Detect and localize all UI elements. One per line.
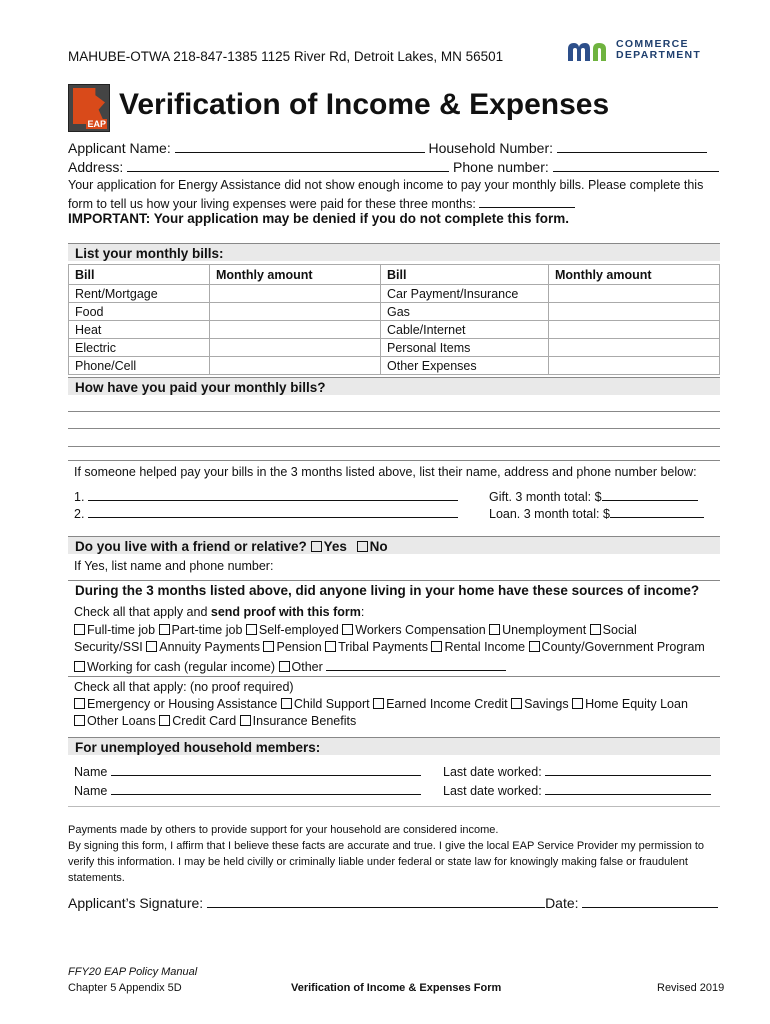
helped-text: If someone helped pay your bills in the 3 months listed above, list their name, address and phone number below: (74, 465, 697, 479)
checkbox[interactable] (263, 641, 274, 652)
helper-1-field[interactable] (88, 487, 458, 501)
helper-row-1: 1. (74, 487, 458, 504)
unemployed-section-header: For unemployed household members: (68, 737, 720, 755)
noproof-instructions: Check all that apply: (no proof required) (74, 680, 294, 694)
page-title: Verification of Income & Expenses (119, 88, 610, 121)
checkbox[interactable] (431, 641, 442, 652)
income-line-1 (74, 623, 637, 637)
income-line-2: Security/SSI Annuity Payments Pension Tribal Payments Rental Income County/Government Program (74, 640, 705, 654)
address-label: Address: (68, 159, 124, 175)
checkbox[interactable] (511, 698, 522, 709)
checkbox[interactable] (325, 641, 336, 652)
important-notice: IMPORTANT: Your application may be denied if you do not complete this form. (68, 211, 570, 226)
live-section-header: Do you live with a friend or relative? Yes No (68, 536, 720, 554)
checkbox[interactable] (159, 715, 170, 726)
address-row (68, 158, 719, 175)
applicant-name-row (68, 139, 707, 156)
loan-row: Loan. 3 month total: $ (489, 504, 704, 521)
col-bill: Bill (69, 265, 210, 285)
checkbox[interactable] (489, 624, 500, 635)
footer-revised: Revised 2019 (657, 982, 725, 994)
helper-2-field[interactable] (88, 504, 458, 518)
checkbox[interactable] (572, 698, 583, 709)
income-section-header: During the 3 months listed above, did anyone living in your home have these sources of income? (68, 580, 720, 598)
answer-line[interactable] (68, 428, 720, 429)
checkbox[interactable] (342, 624, 353, 635)
footer-manual: FFY20 EAP Policy Manual (68, 966, 198, 978)
col-amount-2: Monthly amount (549, 265, 720, 285)
signature-field[interactable] (207, 894, 545, 908)
unemp-date-row-2: Last date worked: (443, 781, 711, 798)
checkbox-label: Home Equity Loan (585, 697, 688, 711)
checkbox-label: Savings (524, 697, 573, 711)
checkbox-label: Workers Compensation (355, 623, 490, 637)
unemp-date-field-2[interactable] (545, 781, 711, 795)
unemp-name-field-1[interactable] (111, 762, 421, 776)
unemp-name-row-2: Name (74, 781, 421, 798)
col-amount: Monthly amount (210, 265, 381, 285)
no-checkbox[interactable] (357, 541, 368, 552)
table-header-row (69, 265, 720, 285)
gift-total-field[interactable] (602, 487, 698, 501)
checkbox[interactable] (281, 698, 292, 709)
checkbox-label: Tribal Payments (338, 640, 432, 654)
unemp-date-row-1: Last date worked: (443, 762, 711, 779)
divider (68, 676, 720, 677)
checkbox-label: Working for cash (regular income) (87, 660, 279, 674)
checkbox-label: Credit Card (172, 714, 240, 728)
table-row: Electric Personal Items (69, 339, 720, 357)
bills-section-header: List your monthly bills: (68, 243, 720, 261)
checkbox-label: County/Government Program (541, 640, 705, 654)
checkbox[interactable] (74, 661, 85, 672)
table-row: Phone/Cell Other Expenses (69, 357, 720, 375)
checkbox[interactable] (529, 641, 540, 652)
checkbox-label: Unemployment (502, 623, 590, 637)
checkbox-label: Part-time job (171, 623, 246, 637)
unemp-name-row-1: Name (74, 762, 421, 779)
checkbox[interactable] (146, 641, 157, 652)
checkbox-label: Other Loans (87, 714, 160, 728)
checkbox[interactable] (590, 624, 601, 635)
household-number-field[interactable] (557, 139, 707, 153)
noproof-line-2 (74, 714, 356, 728)
paid-section-header: How have you paid your monthly bills? (68, 377, 720, 395)
yes-checkbox[interactable] (311, 541, 322, 552)
applicant-name-field[interactable] (175, 139, 425, 153)
checkbox-label: Emergency or Housing Assistance (87, 697, 281, 711)
commerce-logo (566, 38, 706, 64)
agency-header: MAHUBE-OTWA 218-847-1385 1125 River Rd, Detroit Lakes, MN 56501 (68, 49, 504, 64)
bills-table (68, 264, 720, 375)
other-income-field[interactable] (326, 657, 506, 671)
checkbox[interactable] (74, 715, 85, 726)
months-field[interactable] (479, 194, 575, 208)
checkbox[interactable] (74, 698, 85, 709)
mn-logo-icon (566, 40, 612, 62)
checkbox-label: Earned Income Credit (386, 697, 512, 711)
table-row: Heat Cable/Internet (69, 321, 720, 339)
checkbox-label: Other (291, 660, 327, 674)
checkbox-label: Insurance Benefits (252, 714, 357, 728)
noproof-line-1 (74, 697, 688, 711)
col-bill-2: Bill (381, 265, 549, 285)
checkbox-label: Social (602, 623, 637, 637)
checkbox[interactable] (159, 624, 170, 635)
answer-line[interactable] (68, 411, 720, 412)
checkbox[interactable] (279, 661, 290, 672)
income-line-3 (74, 657, 506, 674)
applicant-name-label: Applicant Name: (68, 140, 171, 156)
footer-form: Verification of Income & Expenses Form (291, 982, 502, 994)
checkbox-label: Child Support (293, 697, 374, 711)
helper-row-2: 2. (74, 504, 458, 521)
live-detail: If Yes, list name and phone number: (74, 559, 274, 573)
loan-total-field[interactable] (610, 504, 704, 518)
divider (68, 460, 720, 461)
signature-row: Applicant’s Signature: Date: (68, 894, 718, 911)
legal-text: Payments made by others to provide support for your household are considered income. By signing this form, I affirm that I believe these facts are accurate and true. I give the local EAP Service Provider my permission to verify this information. I may be held civilly or criminally liable under federal or state law for knowingly making false or fraudulent statements. (68, 824, 705, 884)
eap-logo-label: EAP (87, 119, 106, 129)
checkbox[interactable] (246, 624, 257, 635)
address-field[interactable] (127, 158, 449, 172)
logo-line-2: DEPARTMENT (616, 49, 702, 61)
footer-chapter: Chapter 5 Appendix 5D (68, 982, 182, 994)
checkbox-label: Pension (276, 640, 326, 654)
checkbox[interactable] (74, 624, 85, 635)
checkbox-label: Annuity Payments (159, 640, 264, 654)
phone-number-field[interactable] (553, 158, 719, 172)
checkbox[interactable] (373, 698, 384, 709)
checkbox-label: Rental Income (444, 640, 529, 654)
table-row: Food Gas (69, 303, 720, 321)
household-number-label: Household Number: (428, 140, 554, 156)
checkbox-label: Full-time job (87, 623, 159, 637)
intro-text: Your application for Energy Assistance did not show enough income to pay your monthly bills. Please complete this form to tell us how your living expenses were paid for these three months: (68, 178, 704, 211)
answer-line[interactable] (68, 446, 720, 447)
unemp-name-field-2[interactable] (111, 781, 421, 795)
eap-logo (68, 84, 110, 132)
checkbox-label: Self-employed (258, 623, 343, 637)
phone-number-label: Phone number: (453, 159, 549, 175)
checkbox[interactable] (240, 715, 251, 726)
proof-instructions: Check all that apply and send proof with this form: (74, 605, 365, 619)
divider (68, 806, 720, 807)
date-field[interactable] (582, 894, 718, 908)
gift-row: Gift. 3 month total: $ (489, 487, 698, 504)
logo-line-1: COMMERCE (616, 38, 689, 50)
table-row: Rent/Mortgage Car Payment/Insurance (69, 285, 720, 303)
unemp-date-field-1[interactable] (545, 762, 711, 776)
